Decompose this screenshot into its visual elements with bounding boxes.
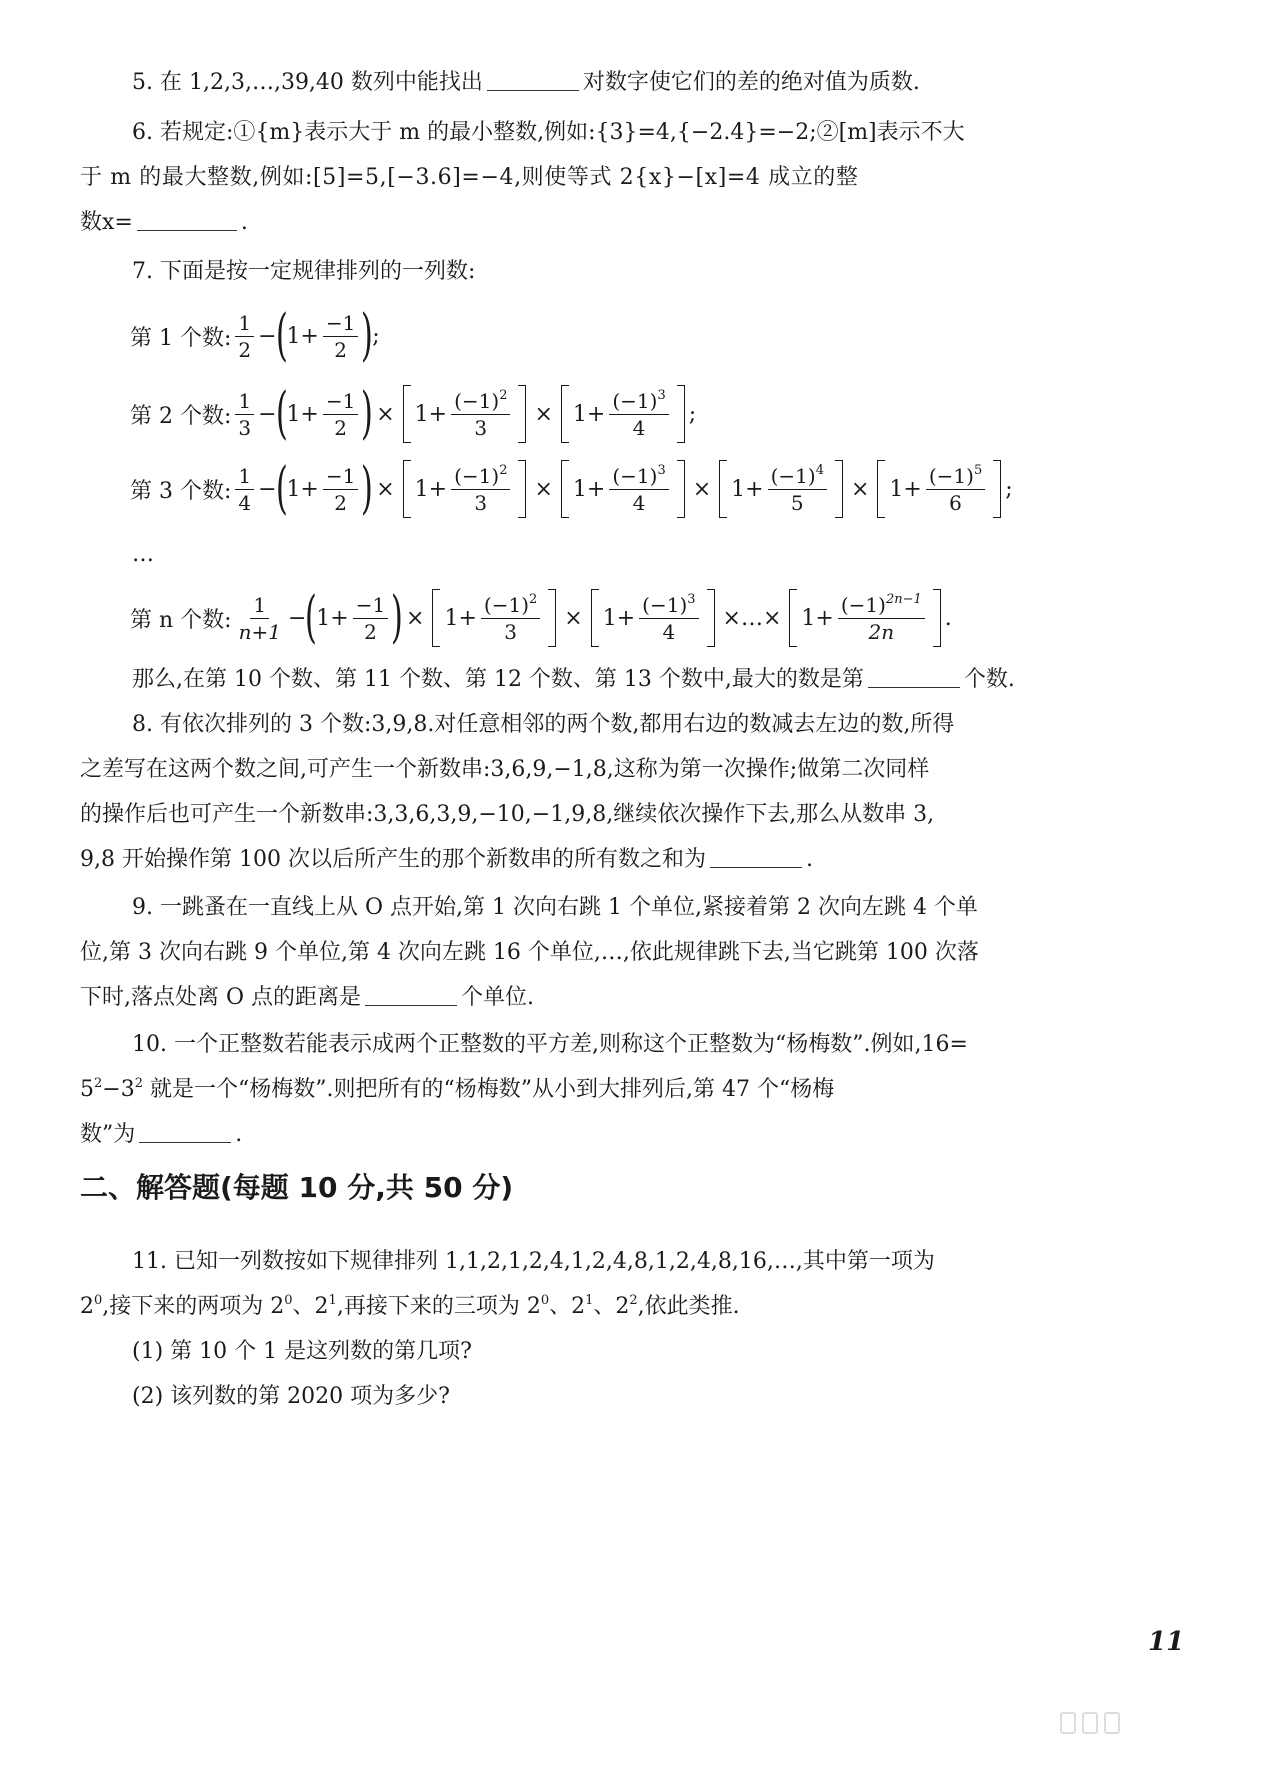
fraction: $\frac{(-1)^4}{5}$	[768, 463, 827, 516]
question-10-line-2: $5^2-3^2$ 就是一个“杨梅数”.则把所有的“杨梅数”从小到大排列后,第 47 个“杨梅	[80, 1076, 835, 1102]
watermark-logo	[1060, 1712, 1120, 1734]
fraction: $\frac{(-1)^3}{4}$	[609, 463, 668, 516]
answer-blank	[868, 665, 960, 688]
question-11-sub-2: (2) 该列数的第 2020 项为多少?	[132, 1384, 450, 1409]
page-number: 11	[1148, 1627, 1185, 1657]
answer-blank	[137, 208, 237, 231]
question-11-line-2: $2^0$,接下来的两项为 $2^0$、$2^1$,再接下来的三项为 $2^0$、$2^1$、$2^2$,依此类推.	[80, 1293, 740, 1319]
question-7-ask: 那么,在第 10 个数、第 11 个数、第 12 个数、第 13 个数中,最大的数是第 个数.	[132, 667, 1015, 692]
answer-blank	[487, 68, 579, 91]
fraction: $\frac{-1}{2}$	[323, 310, 358, 363]
question-6-line-2: 于 m 的最大整数,例如:[5]=5,[−3.6]=−4,则使等式 2{x}−[x]=4 成立的整	[80, 165, 859, 190]
fraction: $\frac{(-1)^2}{3}$	[481, 592, 540, 645]
fraction: $\frac{(-1)^2}{3}$	[451, 463, 510, 516]
fraction: $\frac{-1}{2}$	[323, 463, 358, 516]
fraction: $\frac{-1}{2}$	[323, 388, 358, 441]
question-8-line-3: 的操作后也可产生一个新数串:3,3,6,3,9,−10,−1,9,8,继续依次操作下去,那么从数串 3,	[80, 802, 935, 827]
term-label: 第 1 个数:	[130, 325, 232, 351]
q6-text-b: .	[240, 210, 248, 235]
question-8-line-4: 9,8 开始操作第 100 次以后所产生的那个新数串的所有数之和为 .	[80, 847, 813, 872]
fraction: $\frac{(-1)^5}{6}$	[926, 463, 985, 516]
question-11-sub-1: (1) 第 10 个 1 是这列数的第几项?	[132, 1339, 472, 1364]
ellipsis: …	[132, 542, 154, 567]
term-label: 第 n 个数:	[130, 607, 232, 633]
q5-text-b: 对数字使它们的差的绝对值为质数.	[582, 70, 920, 95]
fraction: $\frac{(-1)^3}{4}$	[609, 388, 668, 441]
q5-text-a: 5. 在 1,2,3,…,39,40 数列中能找出	[132, 70, 483, 95]
fraction: $\frac{1}{4}$	[235, 463, 254, 516]
fraction: $\frac{1}{2}$	[235, 310, 254, 363]
answer-blank	[365, 983, 457, 1006]
fraction: $\frac{(-1)^2}{3}$	[451, 388, 510, 441]
question-9-line-3: 下时,落点处离 O 点的距离是 个单位.	[80, 985, 535, 1010]
question-8-line-2: 之差写在这两个数之间,可产生一个新数串:3,6,9,−1,8,这称为第一次操作;做第二次同样	[80, 757, 930, 782]
answer-blank	[139, 1120, 231, 1143]
fraction: $\frac{1}{3}$	[235, 388, 254, 441]
question-11-line-1: 11. 已知一列数按如下规律排列 1,1,2,1,2,4,1,2,4,8,1,2,4,8,16,…,其中第一项为	[132, 1249, 935, 1274]
fraction: $\frac{1}{n+1}$	[238, 592, 281, 644]
term-label: 第 3 个数:	[130, 478, 232, 504]
section-heading: 二、解答题(每题 10 分,共 50 分)	[80, 1171, 514, 1204]
question-8-line-1: 8. 有依次排列的 3 个数:3,9,8.对任意相邻的两个数,都用右边的数减去左边的数,所得	[132, 712, 955, 737]
question-10-line-1: 10. 一个正整数若能表示成两个正整数的平方差,则称这个正整数为“杨梅数”.例如,16=	[132, 1032, 968, 1057]
question-6-line-1: 6. 若规定:①{m}表示大于 m 的最小整数,例如:{3}=4,{−2.4}=−2;②[m]表示不大	[132, 120, 965, 145]
question-5	[132, 68, 920, 98]
term-label: 第 2 个数:	[130, 403, 232, 429]
fraction: $\frac{-1}{2}$	[353, 592, 388, 645]
sequence-term-2: 第 2 个数: $\frac{1}{3}$ − ( 1+ $\frac{-1}{2}$ ) × 1+ $\frac{(-1)^2}{3}$ × 1+ $\frac{(-1)^3}{4}$ ;	[130, 381, 697, 446]
fraction: $\frac{(-1)^3}{4}$	[639, 592, 698, 645]
sequence-term-1: 第 1 个数: $\frac{1}{2}$ − ( 1+ $\frac{-1}{2}$ ) ;	[130, 303, 380, 368]
fraction: $\frac{(-1)^{2n-1}}{2n}$	[838, 592, 925, 645]
question-6-line-3	[80, 208, 248, 238]
question-9-line-1: 9. 一跳蚤在一直线上从 O 点开始,第 1 次向右跳 1 个单位,紧接着第 2 次向左跳 4 个单	[132, 895, 978, 920]
answer-blank	[710, 845, 802, 868]
q6-text-a: 数x=	[80, 210, 133, 235]
question-9-line-2: 位,第 3 次向右跳 9 个单位,第 4 次向左跳 16 个单位,…,依此规律跳下去,当它跳第 100 次落	[80, 940, 979, 965]
question-7-intro: 7. 下面是按一定规律排列的一列数:	[132, 259, 476, 284]
sequence-term-n: 第 n 个数: $\frac{1}{n+1}$ − ( 1+ $\frac{-1}{2}$ ) × 1+ $\frac{(-1)^2}{3}$ × 1+ $\frac{(-1)^3}{4}$ ×…× 1+ $\frac{(-1)^{2n-1}}{2n}$ .	[130, 585, 952, 650]
sequence-term-3: 第 3 个数: $\frac{1}{4}$ − ( 1+ $\frac{-1}{2}$ ) × 1+ $\frac{(-1)^2}{3}$ × 1+ $\frac{(-1)^3}{4}$ × 1+ $\frac{(-1)^4}{5}$ × 1+ $\frac{(-1)^5}{6}$ ;	[130, 456, 1013, 521]
question-10-line-3: 数”为 .	[80, 1122, 243, 1147]
